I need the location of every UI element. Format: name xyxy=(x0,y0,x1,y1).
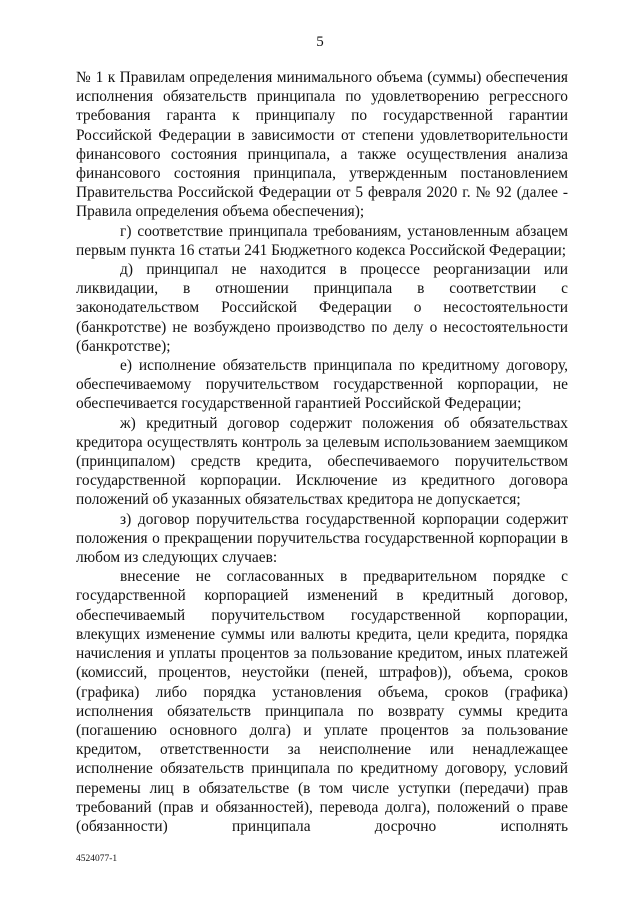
paragraph-case-amendment: внесение не согласованных в предварительном порядке с государственной корпорацией изменений в кредитный договор, обеспечиваемый поручительством государственной корпорации, влекущих изменение суммы или валюты кредита, цели кредита, порядка начисления и уплаты процентов за пользование кредитом, иных платежей (комиссий, процентов, неустойки (пеней, штрафов)), объема, сроков (графика) либо порядка установления объема, сроков (графика) исполнения обязательств принципала по возврату суммы кредита (погашению основного долга) и уплате процентов за пользование кредитом, ответственности за неисполнение или ненадлежащее исполнение обязательств принципала по кредитному договору, условий перемены лиц в обязательстве (в том числе уступки (передачи) прав требований (прав и обязанностей), перевода долга), положений о праве (обязанности) принципала досрочно исполнять xyxy=(76,568,568,835)
paragraph-item-g: г) соответствие принципала требованиям, установленным абзацем первым пункта 16 статьи 241 Бюджетного кодекса Российской Федерации; xyxy=(76,222,568,259)
paragraph-item-zh: ж) кредитный договор содержит положения об обязательствах кредитора осуществлять контроль за целевым использованием заемщиком (принципалом) средств кредита, обеспечиваемого поручительством государственной корпорации. Исключение из кредитного договора положений об указанных обязательствах кредитора не допускается; xyxy=(76,414,568,509)
paragraph-intro-continuation: № 1 к Правилам определения минимального объема (суммы) обеспечения исполнения обязательств принципала по удовлетворению регрессного требования гаранта к принципалу по государственной гарантии Российской Федерации в зависимости от степени удовлетворительности финансового состояния принципала, а также осуществления анализа финансового состояния принципала, утвержденным постановлением Правительства Российской Федерации от 5 февраля 2020 г. № 92 (далее - Правила определения объема обеспечения); xyxy=(76,69,568,221)
paragraph-item-d: д) принципал не находится в процессе реорганизации или ликвидации, в отношении принципала в соответствии с законодательством Российской Федерации о несостоятельности (банкротстве) не возбуждено производство по делу о несостоятельности (банкротстве); xyxy=(76,261,568,355)
page-number: 5 xyxy=(316,34,324,50)
paragraph-item-z: з) договор поручительства государственной корпорации содержит положения о прекращении поручительства государственной корпорации в любом из следующих случаев: xyxy=(76,510,568,567)
paragraph-item-e: е) исполнение обязательств принципала по кредитному договору, обеспечиваемому поручительством государственной корпорации, не обеспечивается государственной гарантией Российской Федерации; xyxy=(76,357,568,413)
document-code: 4524077-1 xyxy=(76,854,118,864)
document-body xyxy=(76,68,568,836)
